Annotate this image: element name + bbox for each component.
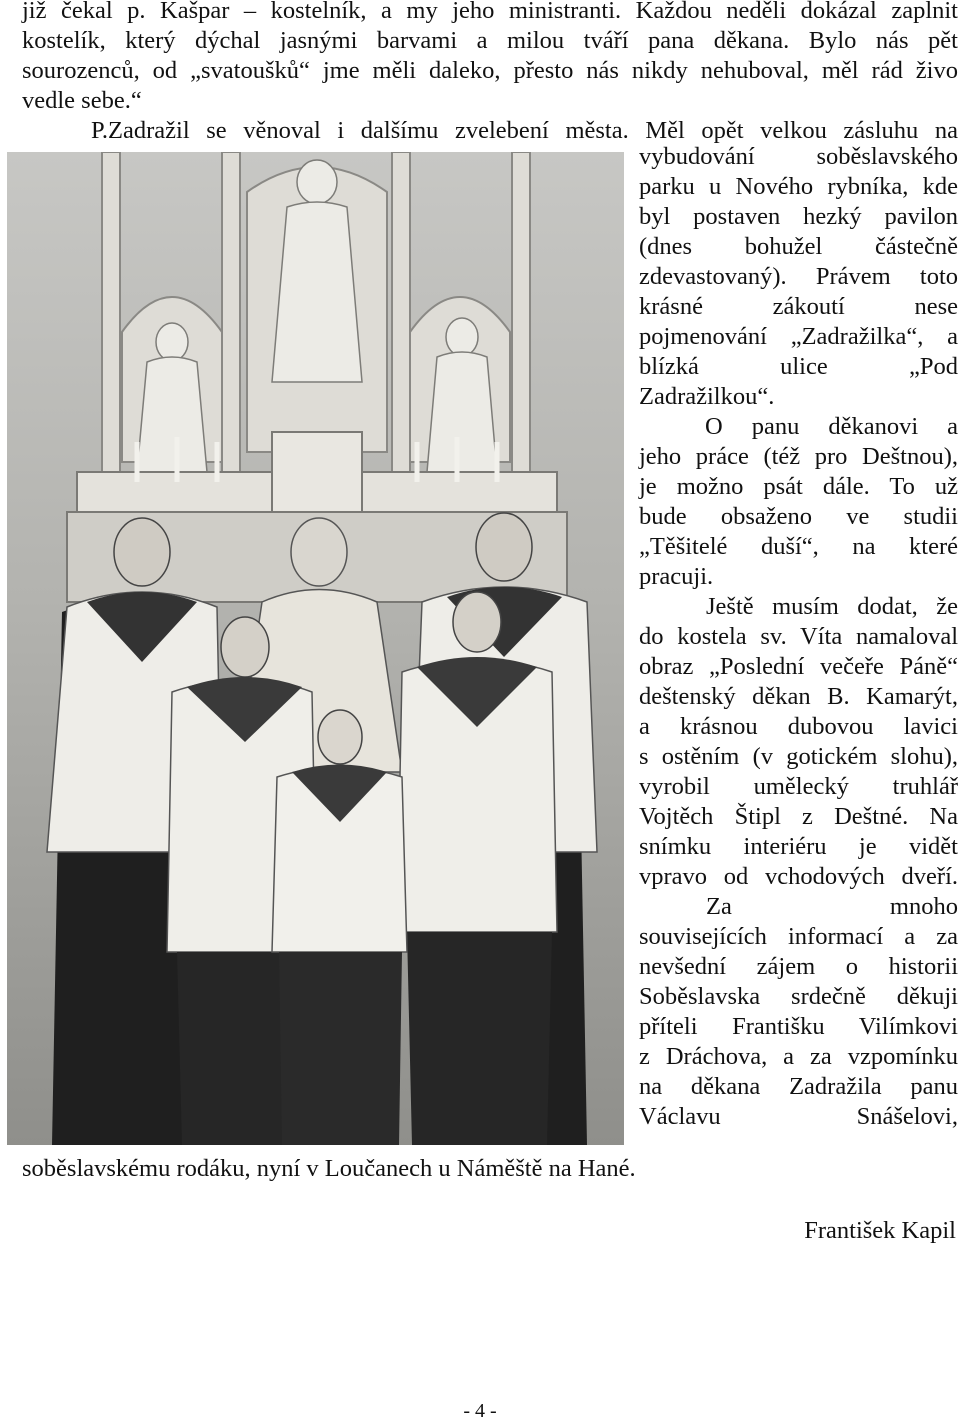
column-text-line: Soběslavska srdečně děkuji [639,983,958,1010]
column-text-line: jeho práce (též pro Deštnou), [639,443,958,470]
author-signature: František Kapil [804,1217,956,1244]
body-text-line: kostelík, který dýchal jasnými barvami a milou tváří pana děkana. Bylo nás pět [22,27,958,54]
column-text-line: zdevastovaný). Právem toto [639,263,958,290]
column-text-line: vyrobil umělecký truhlář [639,773,958,800]
column-text-line: O panu děkanovi a [705,413,958,440]
column-text-line: je možno psát dále. To už [639,473,958,500]
column-text-line: vybudování soběslavského [639,143,958,170]
column-text-line: obraz „Poslední večeře Páně“ [639,653,958,680]
column-text-line: byl postaven hezký pavilon [639,203,958,230]
column-text-line: snímku interiéru je vidět [639,833,958,860]
photo-illustration [7,152,624,1145]
column-text-line: pojmenování „Zadražilka“, a [639,323,958,350]
body-text-line: soběslavskému rodáku, nyní v Loučanech u Náměště na Hané. [22,1155,636,1182]
column-text-line: blízká ulice „Pod [639,353,958,380]
altar-group-photograph [7,152,624,1145]
body-text-line: vedle sebe.“ [22,87,142,114]
column-text-line: z Dráchova, a za vzpomínku [639,1043,958,1070]
column-text-line: souvisejících informací a za [639,923,958,950]
column-text-line: „Těšitelé duší“, na které [639,533,958,560]
column-text-line: nevšední zájem o historii [639,953,958,980]
column-text-line: (dnes bohužel částečně [639,233,958,260]
column-text-line: příteli Františku Vilímkovi [639,1013,958,1040]
column-text-line: bude obsaženo ve studii [639,503,958,530]
column-text-line: na děkana Zadražila panu [639,1073,958,1100]
column-text-line: Ještě musím dodat, že [706,593,958,620]
column-text-line: a krásnou dubovou lavici [639,713,958,740]
column-text-line: Vojtěch Štipl z Deštné. Na [639,803,958,830]
page-number: - 4 - [463,1400,497,1422]
paragraph-start-line: P.Zadražil se věnoval i dalšímu zvelebení města. Měl opět velkou zásluhu na [91,117,958,144]
column-text-line: s ostěním (v gotickém slohu), [639,743,958,770]
body-text-line: sourozenců, od „svatoušků“ jme měli daleko, přesto nás nikdy nehuboval, měl rád živo [22,57,958,84]
column-text-line: deštenský děkan B. Kamarýt, [639,683,958,710]
column-text-line: parku u Nového rybníka, kde [639,173,958,200]
body-text-line: již čekal p. Kašpar – kostelník, a my jeho ministranti. Každou neděli dokázal zaplnit [22,0,958,24]
column-text-line: vpravo od vchodových dveří. [639,863,958,890]
column-text-line: Zadražilkou“. [639,383,775,410]
column-text-line: Václavu Snášelovi, [639,1103,958,1130]
column-text-line: do kostela sv. Víta namaloval [639,623,958,650]
column-text-line: krásné zákoutí nese [639,293,958,320]
column-text-line: pracuji. [639,563,714,590]
column-text-line: Za mnoho [706,893,958,920]
